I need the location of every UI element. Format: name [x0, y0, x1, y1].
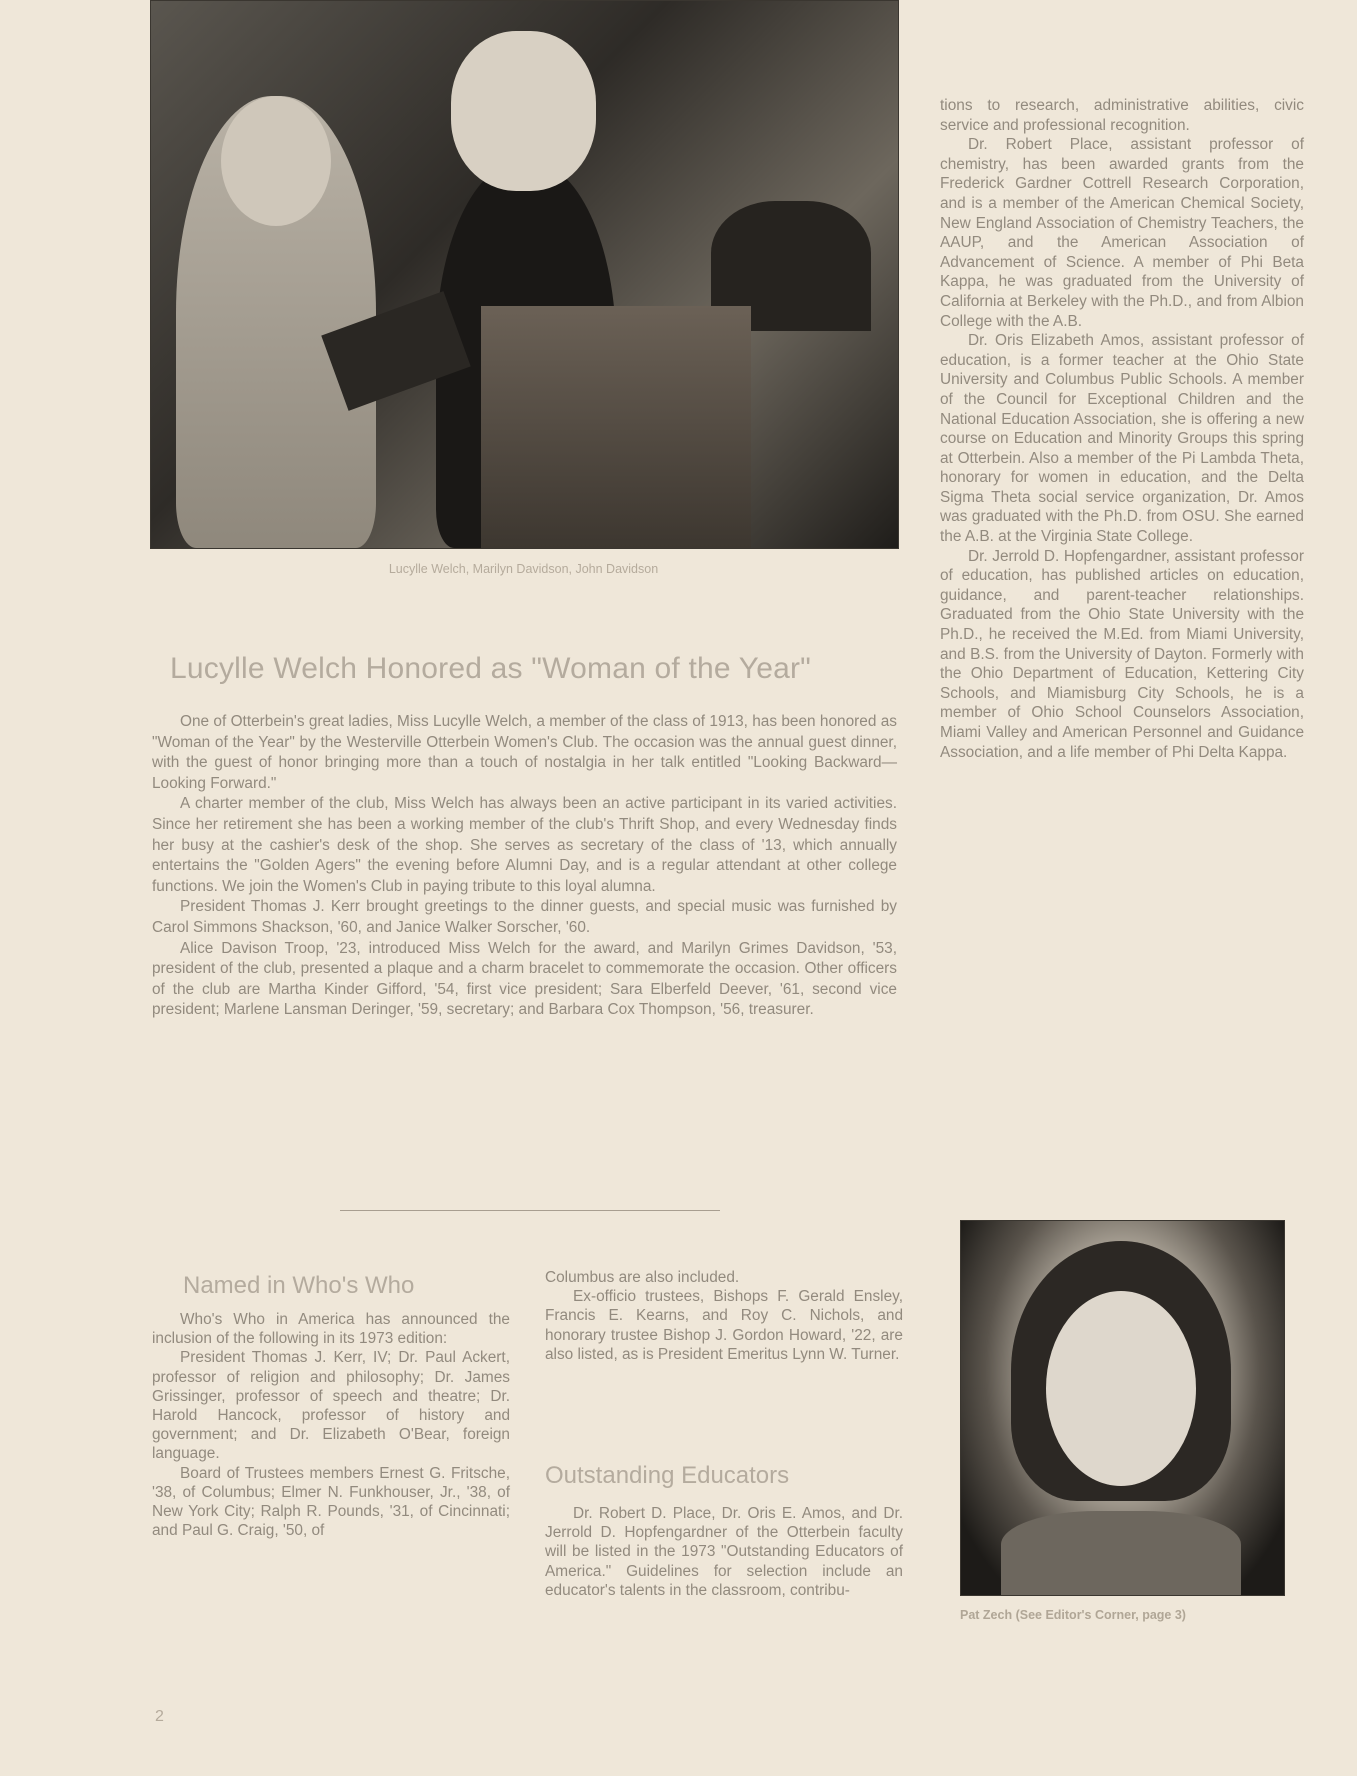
paragraph: Dr. Oris Elizabeth Amos, assistant professor of education, is a former teacher at the Ohio State University and Columbus Public Schools. A member of the Council for Exceptional Children and the National Education Association, she is offering a new course on Education and Minority Groups this spring at Otterbein. Also a member of the Pi Lambda Theta, honorary for women in education, and the Delta Sigma Theta social service organization, Dr. Amos was graduated with the Ph.D. from OSU. She earned the A.B. at the Virginia State College.	[940, 332, 1304, 546]
paragraph: Ex-officio trustees, Bishops F. Gerald Ensley, Francis E. Kearns, and Roy C. Nichols, and honorary trustee Bishop J. Gordon Howard, '22, are also listed, as is President Emeritus Lynn W. Turner.	[545, 1288, 903, 1363]
award-photo	[150, 0, 899, 549]
paragraph: Columbus are also included.	[545, 1269, 740, 1286]
section-divider	[340, 1210, 720, 1211]
educators-heading: Outstanding Educators	[545, 1462, 790, 1489]
whos-who-heading: Named in Who's Who	[183, 1272, 415, 1299]
portrait-photo	[960, 1220, 1285, 1596]
woman-center-head	[451, 31, 596, 191]
portrait-collar	[1001, 1511, 1241, 1595]
article-headline: Lucylle Welch Honored as "Woman of the Year"	[170, 652, 812, 685]
main-article-body	[152, 712, 897, 1021]
paragraph: One of Otterbein's great ladies, Miss Lucylle Welch, a member of the class of 1913, has been honored as "Woman of the Year" by the Westerville Otterbein Women's Club. The occasion was the annual guest dinner, with the guest of honor bringing more than a touch of nostalgia in her talk entitled "Looking Backward—Looking Forward."	[152, 713, 897, 792]
whos-who-body	[152, 1310, 510, 1540]
paragraph: Dr. Jerrold D. Hopfengardner, assistant professor of education, has published articles on education, guidance, and parent-teacher relationships. Graduated from the Ohio State University with the Ph.D., he received the M.Ed. from Miami University, and B.S. from the University of Dayton. Formerly with the Ohio Department of Education, Kettering City Schools, and Miamisburg City Schools, he is a member of Ohio School Counselors Association, Miami Valley and American Personnel and Guidance Association, and a life member of Phi Delta Kappa.	[940, 547, 1304, 761]
educators-body	[545, 1504, 903, 1600]
paragraph: Dr. Robert D. Place, Dr. Oris E. Amos, and Dr. Jerrold D. Hopfengardner of the Otterbein faculty will be listed in the 1973 "Outstanding Educators of America." Guidelines for selection include an educator's talents in the classroom, contribu-	[545, 1505, 903, 1599]
paragraph: President Thomas J. Kerr brought greetings to the dinner guests, and special music was furnished by Carol Simmons Shackson, '60, and Janice Walker Sorscher, '60.	[152, 898, 897, 936]
paragraph: A charter member of the club, Miss Welch has always been an active participant in its varied activities. Since her retirement she has been a working member of the club's Thrift Shop, and every Wednesday finds her busy at the cashier's desk of the shop. She serves as secretary of the class of '13, which annually entertains the "Golden Agers" the evening before Alumni Day, and is a regular attendant at other college functions. We join the Women's Club in paying tribute to this loyal alumna.	[152, 795, 897, 895]
portrait-caption: Pat Zech (See Editor's Corner, page 3)	[960, 1608, 1186, 1622]
award-photo-caption: Lucylle Welch, Marilyn Davidson, John Davidson	[388, 562, 659, 576]
paragraph: Who's Who in America has announced the inclusion of the following in its 1973 edition:	[152, 1311, 510, 1348]
whos-who-continued	[545, 1268, 903, 1364]
paragraph: President Thomas J. Kerr, IV; Dr. Paul Ackert, professor of religion and philosophy; Dr. James Grissinger, professor of speech and theatre; Dr. Harold Hancock, professor of history and government; and Dr. Elizabeth O'Bear, foreign language.	[152, 1349, 510, 1463]
paragraph: Board of Trustees members Ernest G. Fritsche, '38, of Columbus; Elmer N. Funkhouser, Jr., '38, of New York City; Ralph R. Pounds, '31, of Cincinnati; and Paul G. Craig, '50, of	[152, 1464, 510, 1540]
woman-left-head	[221, 96, 331, 226]
paragraph: Dr. Robert Place, assistant professor of chemistry, has been awarded grants from the Frederick Gardner Cottrell Research Corporation, and is a member of the American Chemical Society, New England Association of Chemistry Teachers, the AAUP, and the American Association of Advancement of Science. A member of Phi Beta Kappa, he was graduated from the University of California at Berkeley with the Ph.D., and from Albion College with the A.B.	[940, 136, 1304, 330]
educators-continued-column	[940, 96, 1304, 762]
page-number: 2	[155, 1708, 164, 1725]
podium	[481, 306, 751, 548]
paragraph: Alice Davison Troop, '23, introduced Miss Welch for the award, and Marilyn Grimes Davidson, '53, president of the club, presented a plaque and a charm bracelet to commemorate the occasion. Other officers of the club are Martha Kinder Gifford, '54, first vice president; Sara Elberfeld Deever, '61, second vice president; Marlene Lansman Deringer, '59, secretary; and Barbara Cox Thompson, '56, treasurer.	[152, 939, 897, 1019]
paragraph: tions to research, administrative abilities, civic service and professional recognition.	[940, 97, 1304, 134]
portrait-face	[1046, 1291, 1196, 1486]
